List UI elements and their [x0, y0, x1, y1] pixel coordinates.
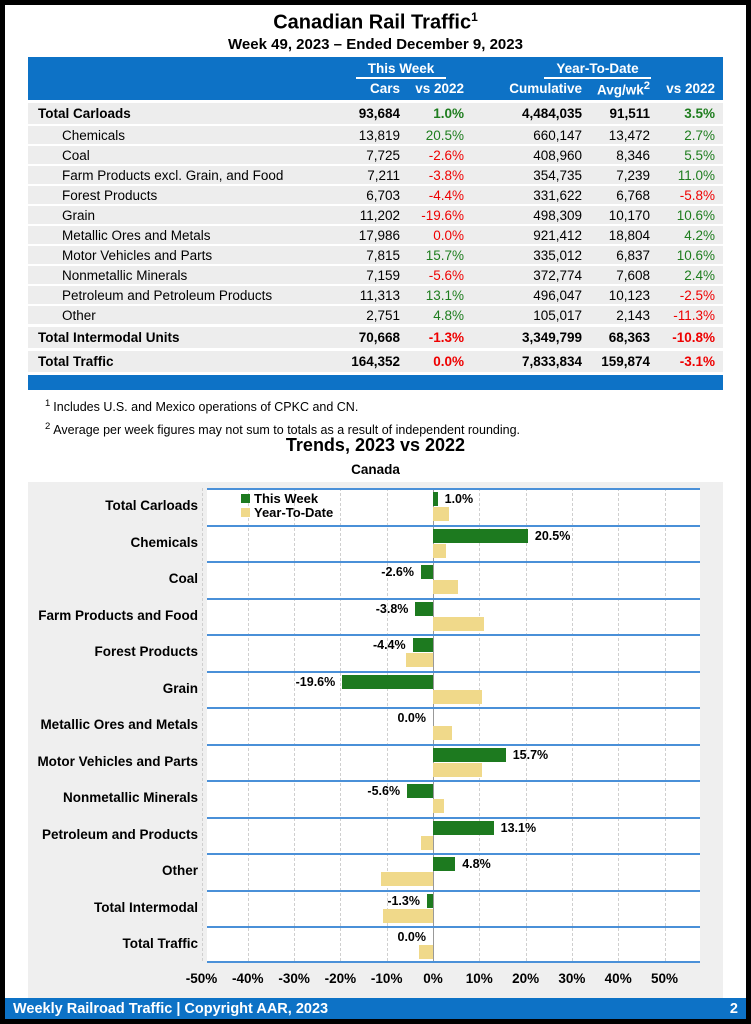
cell-avg-per-week: 159,874 — [601, 354, 650, 369]
cell-cars: 70,668 — [358, 330, 400, 345]
row-name: Chemicals — [62, 127, 126, 143]
col-header-cars: Cars — [369, 81, 400, 96]
col-header-week-vs-2022: vs 2022 — [415, 81, 464, 96]
bar-this-week — [433, 857, 455, 871]
bar-year-to-date — [433, 690, 482, 704]
cell-cumulative: 331,622 — [533, 187, 582, 203]
cell-cumulative: 105,017 — [533, 307, 582, 323]
cell-cars: 2,751 — [366, 307, 400, 323]
cell-cumulative: 4,484,035 — [521, 106, 582, 121]
cell-ytd-vs-2022: -10.8% — [672, 330, 715, 345]
page-number: 2 — [729, 1000, 738, 1017]
table-bottom-band — [28, 375, 723, 390]
chart-category-label: Petroleum and Products — [41, 826, 198, 842]
cell-cars: 17,986 — [358, 227, 400, 243]
chart-band — [207, 744, 700, 781]
x-tick-label: -50% — [185, 971, 218, 986]
bar-value-label: -3.8% — [375, 601, 409, 616]
group-header-year-to-date: Year-To-Date — [472, 61, 723, 79]
bar-value-label: -1.3% — [387, 893, 420, 908]
table-row — [28, 286, 723, 304]
bar-value-label: -2.6% — [381, 565, 414, 580]
bar-this-week — [413, 638, 433, 652]
legend-item-year-to-date — [241, 505, 333, 519]
table-row — [28, 246, 723, 264]
title-footnote-marker: 1 — [471, 10, 478, 24]
legend-label: Year-To-Date — [254, 504, 334, 520]
bar-value-label: 1.0% — [444, 492, 474, 506]
cell-ytd-vs-2022: 10.6% — [676, 247, 715, 263]
chart-band — [207, 817, 700, 854]
col-header-cumulative: Cumulative — [509, 81, 582, 96]
cell-week-vs-2022: -2.6% — [428, 147, 464, 163]
group-header-this-week: This Week — [330, 61, 472, 79]
year-to-date-swatch-icon — [241, 508, 250, 517]
cell-cumulative: 354,735 — [533, 167, 582, 183]
cell-cumulative: 335,012 — [533, 247, 582, 263]
row-name: Coal — [62, 147, 90, 163]
row-name: Motor Vehicles and Parts — [62, 247, 213, 263]
cell-avg-per-week: 10,123 — [608, 287, 650, 303]
bar-this-week — [433, 748, 506, 762]
chart-category-label: Farm Products and Food — [38, 607, 198, 623]
cell-ytd-vs-2022: 5.5% — [684, 147, 715, 163]
chart-category-label: Coal — [168, 571, 198, 587]
traffic-table — [28, 57, 723, 390]
row-name: Forest Products — [62, 187, 158, 203]
chart-category-label: Other — [161, 863, 198, 879]
bar-value-label: -19.6% — [295, 674, 336, 689]
chart-band — [207, 853, 700, 890]
cell-avg-per-week: 2,143 — [616, 307, 650, 323]
cell-cars: 164,352 — [351, 354, 400, 369]
bar-value-label: 0.0% — [397, 711, 426, 726]
col-header-avg-per-week: Avg/$wk^2$ — [596, 79, 650, 98]
bar-this-week — [433, 821, 494, 835]
x-tick-label: 20% — [512, 971, 540, 986]
chart-plot — [207, 488, 700, 963]
cell-week-vs-2022: 13.1% — [425, 287, 464, 303]
bar-year-to-date — [433, 544, 446, 558]
row-name: Grain — [62, 207, 96, 223]
bar-year-to-date — [433, 763, 482, 777]
chart-band — [207, 926, 700, 963]
page-title: Canadian Rail Traffic$^1$ — [273, 10, 478, 34]
cell-cumulative: 498,309 — [533, 207, 582, 223]
chart-category-label: Grain — [162, 680, 198, 696]
chart-panel — [28, 482, 723, 1006]
gridline — [202, 488, 203, 961]
cell-cumulative: 372,774 — [533, 267, 582, 283]
table-row — [28, 327, 723, 348]
x-tick-label: 10% — [465, 971, 493, 986]
cell-week-vs-2022: -3.8% — [428, 167, 464, 183]
cell-avg-per-week: 6,768 — [616, 187, 650, 203]
bar-year-to-date — [433, 799, 444, 813]
row-name: Total Carloads — [38, 106, 131, 121]
bar-value-label: 20.5% — [534, 528, 571, 543]
x-tick-label: 30% — [558, 971, 586, 986]
footer-bar — [5, 998, 746, 1019]
cell-ytd-vs-2022: 2.7% — [684, 127, 715, 143]
cell-cumulative: 660,147 — [533, 127, 582, 143]
bar-value-label: 0.0% — [397, 930, 426, 945]
table-body — [28, 103, 723, 372]
cell-cars: 13,819 — [358, 127, 400, 143]
chart-category-label: Total Intermodal — [93, 899, 198, 915]
bar-year-to-date — [421, 836, 433, 850]
cell-week-vs-2022: -4.4% — [428, 187, 464, 203]
bar-value-label: -4.4% — [372, 638, 406, 653]
footnote-1: $^1$ Includes U.S. and Mexico operations of CPKC and CN. — [45, 398, 359, 415]
cell-avg-per-week: 7,608 — [616, 267, 650, 283]
cell-avg-per-week: 13,472 — [608, 127, 650, 143]
cell-cumulative: 408,960 — [533, 147, 582, 163]
bar-year-to-date — [419, 945, 433, 959]
footnotes — [45, 394, 520, 440]
cell-ytd-vs-2022: 3.5% — [684, 106, 715, 121]
x-tick-label: 40% — [604, 971, 632, 986]
bar-value-label: 13.1% — [500, 820, 537, 835]
page-subtitle: Week 49, 2023 – Ended December 9, 2023 — [228, 36, 523, 53]
chart-category-label: Total Traffic — [122, 936, 198, 952]
bar-year-to-date — [381, 872, 433, 886]
table-row — [28, 126, 723, 144]
cell-ytd-vs-2022: -2.5% — [679, 287, 715, 303]
table-row — [28, 103, 723, 124]
cell-cars: 93,684 — [358, 106, 400, 121]
chart-band — [207, 671, 700, 708]
table-row — [28, 226, 723, 244]
cell-week-vs-2022: 20.5% — [425, 127, 464, 143]
bar-value-label: 15.7% — [512, 747, 549, 762]
chart-band — [207, 525, 700, 562]
chart-category-label: Chemicals — [130, 534, 198, 550]
table-row — [28, 306, 723, 324]
cell-ytd-vs-2022: 2.4% — [684, 267, 715, 283]
cell-cars: 11,202 — [359, 207, 400, 223]
cell-week-vs-2022: 4.8% — [433, 307, 464, 323]
cell-ytd-vs-2022: 10.6% — [676, 207, 715, 223]
this-week-swatch-icon — [241, 494, 250, 503]
cell-ytd-vs-2022: 4.2% — [684, 227, 715, 243]
bar-this-week — [415, 602, 433, 616]
cell-ytd-vs-2022: -11.3% — [673, 307, 715, 323]
chart-subtitle: Canada — [351, 462, 400, 477]
legend-label: This Week — [254, 490, 319, 506]
bar-this-week — [407, 784, 433, 798]
footer-text: Weekly Railroad Traffic | Copyright AAR, 2023 — [13, 1000, 329, 1017]
table-row — [28, 266, 723, 284]
cell-cars: 7,211 — [367, 167, 400, 183]
cell-cars: 7,815 — [366, 247, 400, 263]
chart-band — [207, 890, 700, 927]
row-name: Petroleum and Petroleum Products — [62, 287, 273, 303]
cell-week-vs-2022: -1.3% — [428, 330, 464, 345]
table-row — [28, 146, 723, 164]
chart-band — [207, 780, 700, 817]
x-tick-label: -30% — [278, 971, 310, 986]
x-tick-label: -10% — [370, 971, 403, 986]
cell-cumulative: 496,047 — [533, 287, 582, 303]
bar-this-week — [427, 894, 433, 908]
cell-cumulative: 3,349,799 — [521, 330, 582, 345]
chart-category-label: Forest Products — [94, 644, 198, 660]
cell-avg-per-week: 6,837 — [616, 247, 650, 263]
footnote-2: $^2$ Average per week figures may not sum to totals as a result of independent rounding. — [45, 421, 521, 438]
row-name: Metallic Ores and Metals — [62, 227, 211, 243]
bar-this-week — [433, 529, 528, 543]
avg-footnote-marker: 2 — [643, 79, 650, 92]
table-row — [28, 186, 723, 204]
bar-value-label: 4.8% — [462, 857, 491, 872]
cell-cars: 7,159 — [366, 267, 400, 283]
chart-title: Trends, 2023 vs 2022 — [285, 435, 466, 455]
x-tick-label: 50% — [650, 971, 679, 986]
bar-year-to-date — [433, 617, 484, 631]
cell-avg-per-week: 68,363 — [608, 330, 650, 345]
chart-category-label: Metallic Ores and Metals — [40, 717, 198, 733]
chart-category-label: Motor Vehicles and Parts — [37, 753, 198, 769]
cell-cars: 6,703 — [366, 187, 400, 203]
cell-week-vs-2022: 15.7% — [425, 247, 464, 263]
cell-week-vs-2022: 0.0% — [433, 354, 464, 369]
bar-year-to-date — [433, 507, 449, 521]
bar-year-to-date — [406, 653, 433, 667]
table-row — [28, 351, 723, 372]
chart-legend — [241, 491, 333, 519]
table-row — [28, 166, 723, 184]
bar-value-label: -5.6% — [367, 784, 401, 799]
cell-cars: 11,313 — [359, 287, 400, 303]
bar-this-week — [342, 675, 433, 689]
col-header-ytd-vs-2022: vs 2022 — [666, 81, 715, 96]
cell-week-vs-2022: 1.0% — [433, 106, 464, 121]
x-tick-label: -20% — [324, 971, 357, 986]
cell-cumulative: 7,833,834 — [521, 354, 582, 369]
cell-avg-per-week: 10,170 — [608, 207, 650, 223]
cell-cars: 7,725 — [366, 147, 400, 163]
row-name: Other — [62, 307, 96, 323]
bar-year-to-date — [433, 726, 452, 740]
cell-week-vs-2022: 0.0% — [433, 227, 464, 243]
cell-cumulative: 921,412 — [533, 227, 582, 243]
row-name: Total Traffic — [38, 354, 114, 369]
bar-this-week — [433, 492, 438, 506]
bar-this-week — [421, 565, 433, 579]
chart-band — [207, 561, 700, 598]
cell-avg-per-week: 8,346 — [616, 147, 650, 163]
bar-year-to-date — [433, 580, 458, 594]
chart-band — [207, 598, 700, 635]
cell-week-vs-2022: -5.6% — [428, 267, 464, 283]
table-row — [28, 206, 723, 224]
row-name: Total Intermodal Units — [38, 330, 180, 345]
table-header — [28, 57, 723, 100]
cell-ytd-vs-2022: 11.0% — [677, 167, 715, 183]
row-name: Farm Products excl. Grain, and Food — [62, 167, 284, 183]
bar-year-to-date — [383, 909, 433, 923]
chart-category-label: Total Carloads — [105, 498, 198, 513]
cell-week-vs-2022: -19.6% — [421, 207, 464, 223]
chart-category-label: Nonmetallic Minerals — [62, 790, 198, 806]
cell-ytd-vs-2022: -3.1% — [679, 354, 715, 369]
cell-ytd-vs-2022: -5.8% — [679, 187, 715, 203]
x-tick-label: -40% — [232, 971, 264, 986]
cell-avg-per-week: 7,239 — [616, 167, 650, 183]
x-tick-label: 0% — [423, 971, 443, 986]
chart-band — [207, 707, 700, 744]
row-name: Nonmetallic Minerals — [62, 267, 188, 283]
chart-band — [207, 634, 700, 671]
cell-avg-per-week: 18,804 — [608, 227, 650, 243]
cell-avg-per-week: 91,511 — [609, 106, 650, 121]
legend-item-this-week — [241, 491, 333, 505]
